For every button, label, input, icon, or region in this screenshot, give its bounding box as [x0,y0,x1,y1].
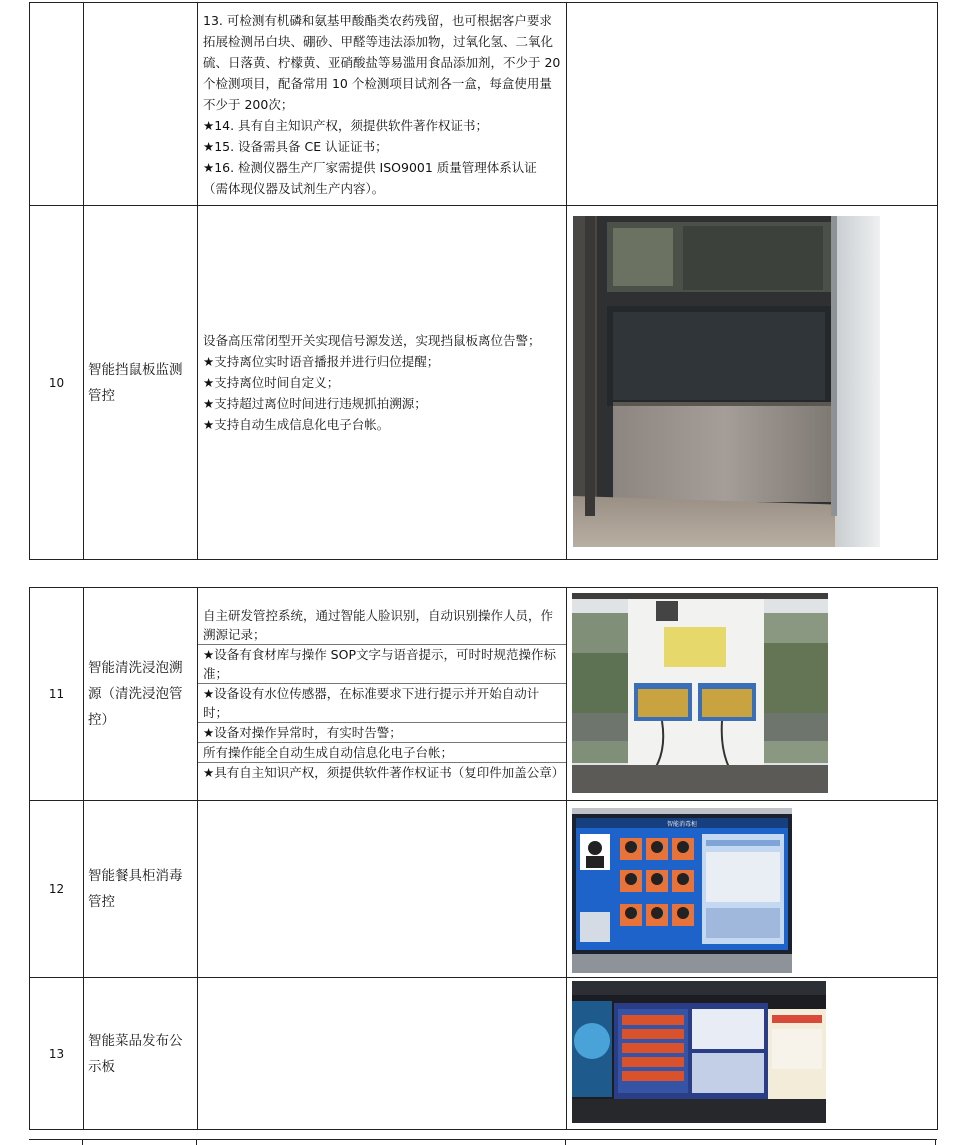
table-row-10 [30,206,938,560]
row-number: 12 [30,801,84,978]
spec-table-lower [29,587,938,1130]
spec-line: ★支持自动生成信息化电子台帐。 [203,417,390,432]
spec-line: ★设备对操作异常时，有实时告警； [198,723,566,743]
spec-line: ★具有自主知识产权，须提供软件著作权证书（复印件加盖公章） [203,765,565,780]
next-table-top-border [29,1139,937,1144]
row-number: 11 [30,588,84,801]
spec-line: 设备高压常闭型开关实现信号源发送，实现挡鼠板离位告警； [203,333,541,348]
num-cell [30,3,84,206]
photo-cell [567,801,938,978]
spec-table-upper [29,2,938,560]
screen-title: 智能消毒柜 [666,821,698,828]
spec-cell [198,3,567,206]
item-name: 智能挡鼠板监测管控 [84,206,198,560]
table-row-13 [30,978,938,1130]
item-name: 智能清洗浸泡溯源（清洗浸泡管控） [84,588,198,801]
spec-line: ★16. 检测仪器生产厂家需提供 ISO9001 质量管理体系认证（需体现仪器及试剂生产内容）。 [203,159,537,196]
spec-line: 13. 可检测有机磷和氨基甲酸酯类农药残留，也可根据客户要求拓展检测吊白块、硼砂、甲醛等违法添加物，过氧化氢、二氧化硫、日落黄、柠檬黄、亚硝酸盐等易滥用食品添加剂，不少于 20 个检测项目，配备常用 10 个检测项目试剂各一盒，每盒使用量不少于 200次； [203,12,561,112]
rat-guard-photo [573,216,880,547]
spec-line: ★15. 设备需具备 CE 认证证书； [203,138,388,154]
photo-cell [567,978,938,1130]
photo-cell [567,206,938,560]
spec-line: ★设备设有水位传感器，在标准要求下进行提示并开始自动计时； [198,684,566,723]
spec-cell [198,206,567,560]
item-name: 智能餐具柜消毒管控 [84,801,198,978]
row-number: 13 [30,978,84,1130]
spec-line: ★支持离位实时语音播报并进行归位提醒； [203,354,440,369]
spec-line: 自主研发管控系统，通过智能人脸识别，自动识别操作人员，作溯源记录； [198,606,566,645]
menu-board-photo [572,981,826,1123]
spec-line: 所有操作能全自动生成自动信息化电子台帐； [198,743,566,763]
photo-cell [567,588,938,801]
spec-line: ★设备有食材库与操作 SOP文字与语音提示，可时时规范操作标准； [198,645,566,684]
disinfection-screen-photo [572,808,792,973]
name-cell [84,3,198,206]
spec-line: ★支持离位时间自定义； [203,375,340,390]
table-row-continuation [30,3,938,206]
spec-line: ★支持超过离位时间进行违规抓拍溯源； [203,396,427,411]
washing-station-photo [572,593,828,793]
spec-cell [198,978,567,1130]
table-row-11 [30,588,938,801]
item-name: 智能菜品发布公示板 [84,978,198,1130]
spec-cell [198,801,567,978]
row-number: 10 [30,206,84,560]
spec-cell [198,588,567,801]
photo-cell [567,3,938,206]
spec-line: ★14. 具有自主知识产权，须提供软件著作权证书； [203,117,489,133]
avatar-grid [620,838,694,926]
table-row-12 [30,801,938,978]
